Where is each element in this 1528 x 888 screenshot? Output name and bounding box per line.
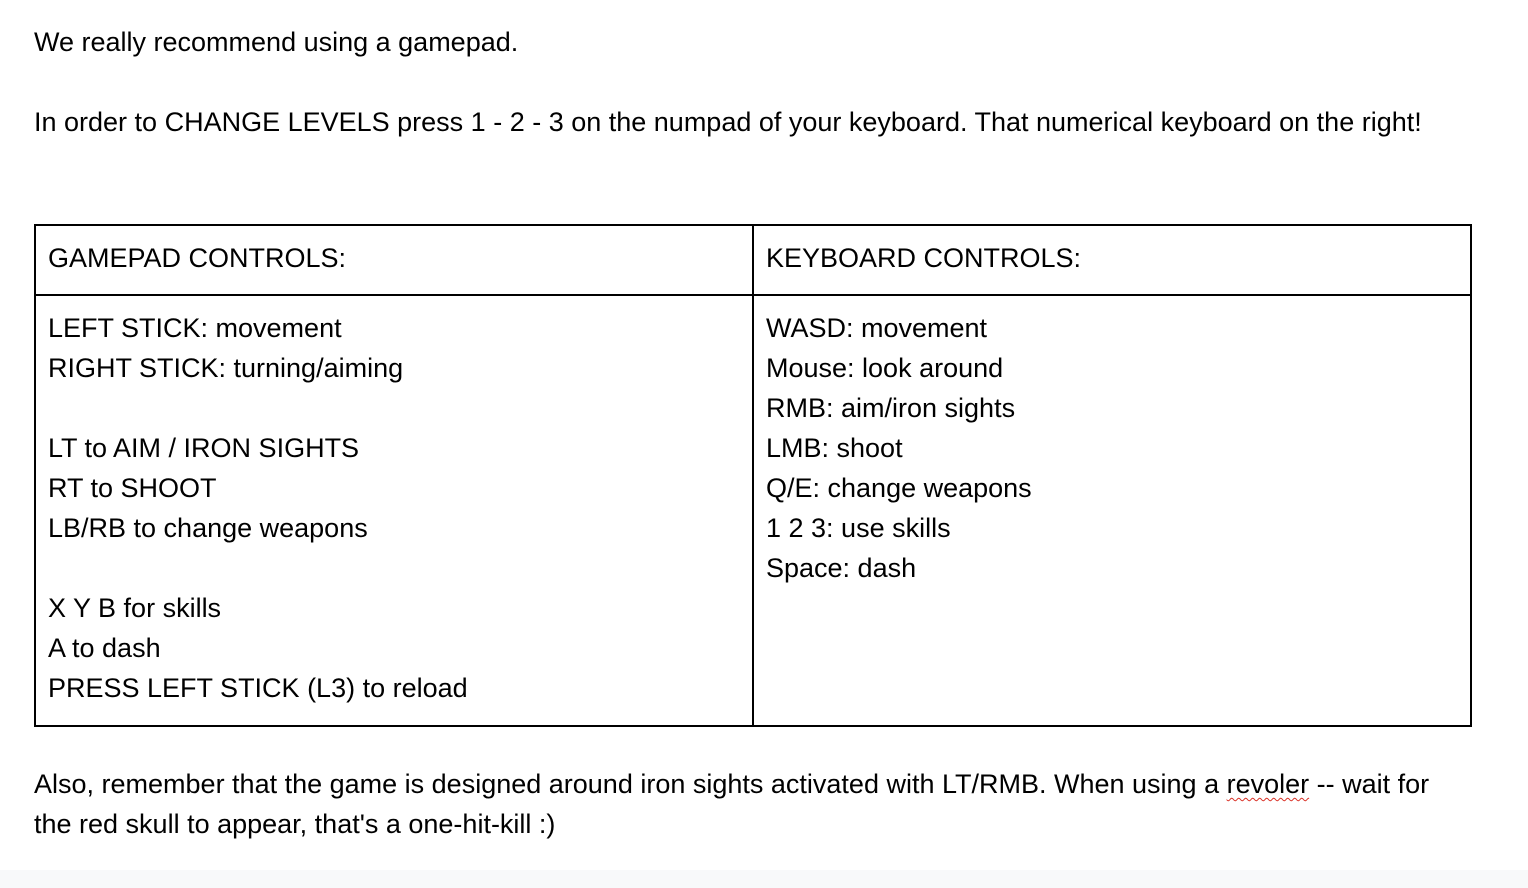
intro-recommendation: We really recommend using a gamepad. bbox=[34, 27, 519, 57]
gamepad-control-line: RT to SHOOT bbox=[48, 473, 217, 503]
gamepad-control-line: LT to AIM / IRON SIGHTS bbox=[48, 433, 360, 463]
keyboard-control-line: RMB: aim/iron sights bbox=[766, 393, 1016, 423]
gamepad-control-line: LEFT STICK: movement bbox=[48, 313, 342, 343]
gamepad-blank-line bbox=[48, 388, 740, 428]
misspelled-word[interactable]: revoler bbox=[1226, 769, 1310, 799]
document-body bbox=[34, 22, 1474, 142]
gamepad-control-line: LB/RB to change weapons bbox=[48, 513, 368, 543]
controls-table-header-row bbox=[35, 225, 1471, 295]
gamepad-header: GAMEPAD CONTROLS: bbox=[48, 243, 347, 273]
footer-note bbox=[34, 764, 1474, 844]
footer-note-part1: Also, remember that the game is designed around iron sights activated with LT/RMB. When using a bbox=[34, 769, 1227, 799]
keyboard-controls-cell bbox=[753, 295, 1471, 726]
keyboard-control-line: Mouse: look around bbox=[766, 353, 1004, 383]
keyboard-control-line: WASD: movement bbox=[766, 313, 988, 343]
gamepad-control-line: RIGHT STICK: turning/aiming bbox=[48, 353, 404, 383]
controls-table bbox=[34, 224, 1472, 727]
keyboard-control-line: LMB: shoot bbox=[766, 433, 903, 463]
gamepad-control-line: X Y B for skills bbox=[48, 593, 222, 623]
controls-table-body-row bbox=[35, 295, 1471, 726]
gamepad-blank-line bbox=[48, 548, 740, 588]
paragraph-spacer bbox=[34, 62, 1474, 102]
gamepad-header-cell bbox=[35, 225, 753, 295]
gamepad-controls-cell bbox=[35, 295, 753, 726]
keyboard-control-line: Q/E: change weapons bbox=[766, 473, 1032, 503]
page-bottom-strip bbox=[0, 870, 1528, 888]
footer-note-part2: -- wait for the red skull to appear, that's a one-hit-kill :) bbox=[34, 769, 1430, 839]
intro-level-instructions: In order to CHANGE LEVELS press 1 - 2 - 3 on the numpad of your keyboard. That numerical keyboard on the right! bbox=[34, 107, 1422, 137]
gamepad-control-line: A to dash bbox=[48, 633, 161, 663]
keyboard-header: KEYBOARD CONTROLS: bbox=[766, 243, 1082, 273]
keyboard-control-line: 1 2 3: use skills bbox=[766, 513, 951, 543]
keyboard-control-line: Space: dash bbox=[766, 553, 917, 583]
gamepad-control-line: PRESS LEFT STICK (L3) to reload bbox=[48, 673, 468, 703]
keyboard-header-cell bbox=[753, 225, 1471, 295]
